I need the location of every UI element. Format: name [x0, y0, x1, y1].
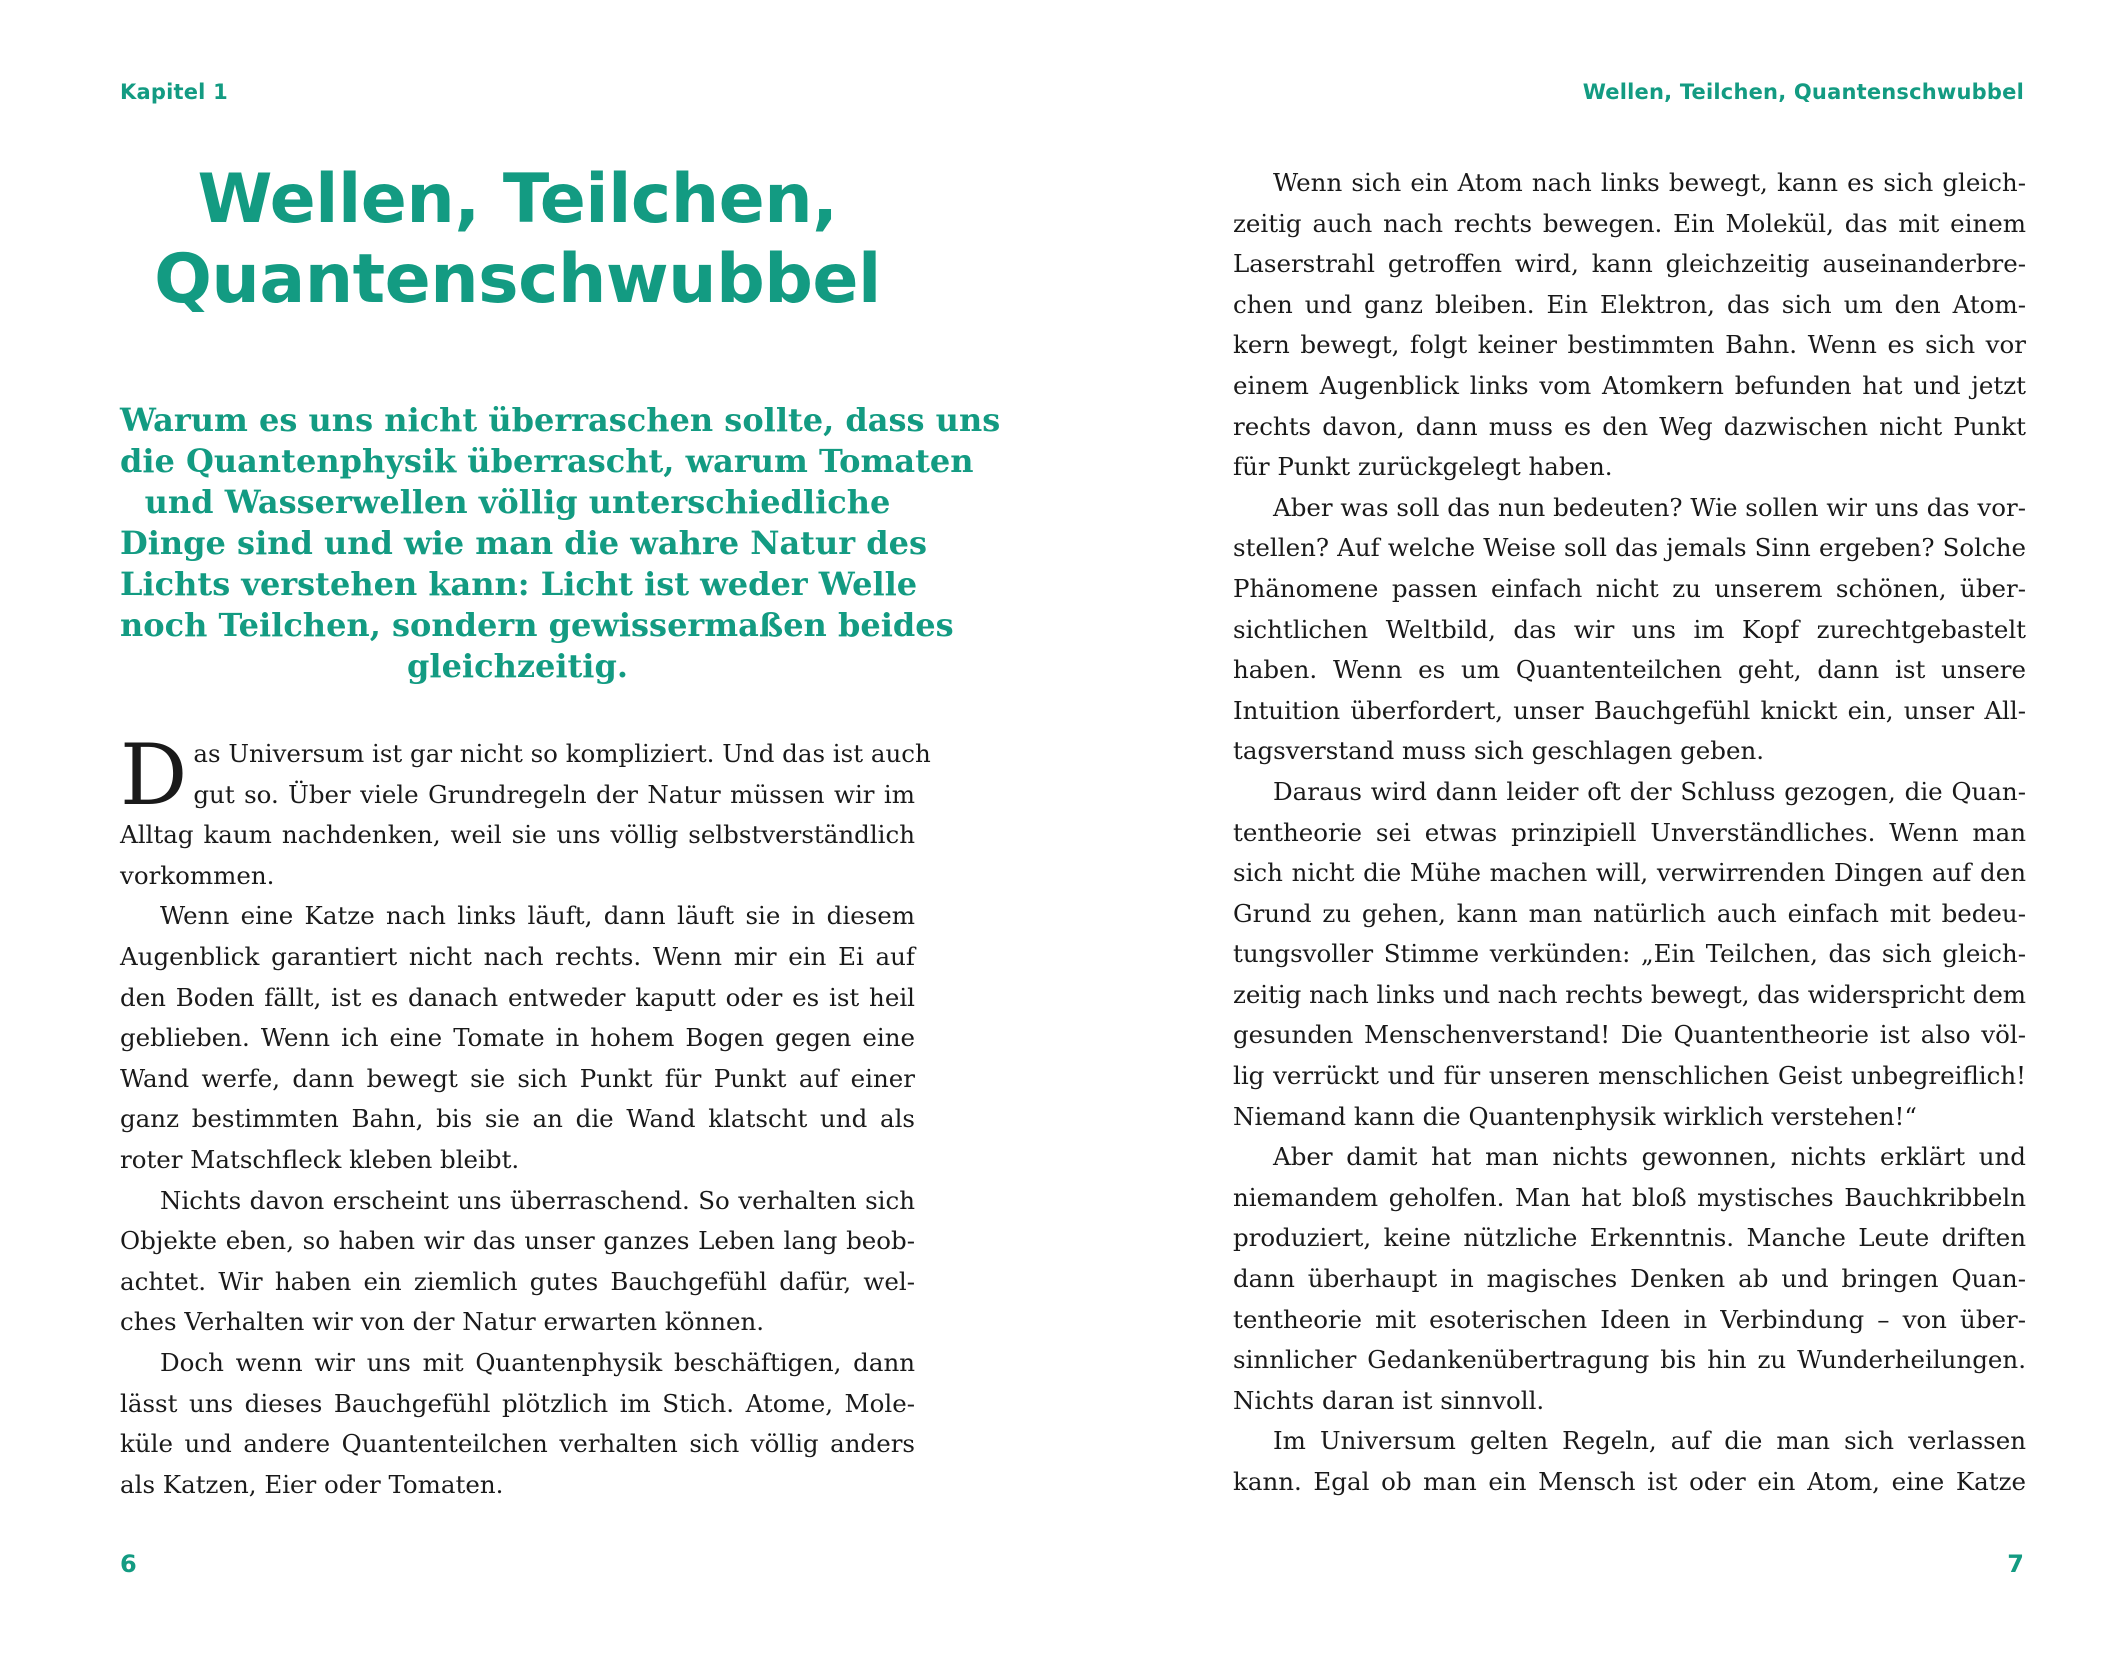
- text-line: für Punkt zurückgelegt haben.: [1233, 452, 1613, 482]
- text-line: küle und andere Quantenteilchen verhalten sich völlig anders: [120, 1429, 915, 1459]
- text-line: sich nicht die Mühe machen will, verwirrenden Dingen auf den: [1233, 858, 2026, 888]
- running-head-left: Kapitel 1: [120, 80, 228, 104]
- text-line: produziert, keine nützliche Erkenntnis. Manche Leute driften: [1233, 1223, 2026, 1253]
- text-line: kern bewegt, folgt keiner bestimmten Bahn. Wenn es sich vor: [1233, 330, 2026, 360]
- chapter-title: [120, 160, 915, 320]
- lead-line: Dinge sind und wie man die wahre Natur des: [120, 524, 927, 562]
- text-line: gesunden Menschenverstand! Die Quantentheorie ist also völ-: [1233, 1020, 2026, 1050]
- lead-line: gleichzeitig.: [407, 647, 628, 685]
- text-line: tentheorie sei etwas prinzipiell Unverständliches. Wenn man: [1233, 817, 2026, 847]
- lead-line: noch Teilchen, sondern gewissermaßen beides: [120, 606, 954, 644]
- text-line: den Boden fällt, ist es danach entweder kaputt oder es ist heil: [120, 982, 915, 1012]
- text-line: dann überhaupt in magisches Denken ab und bringen Quan-: [1233, 1264, 2026, 1294]
- text-line: ganz bestimmten Bahn, bis sie an die Wand klatscht und als: [120, 1104, 915, 1134]
- text-line: chen und ganz bleiben. Ein Elektron, das sich um den Atom-: [1233, 289, 2026, 319]
- text-line: Grund zu gehen, kann man natürlich auch einfach mit bedeu-: [1233, 898, 2026, 928]
- lead-line: und Wasserwellen völlig unterschiedliche: [144, 483, 891, 521]
- text-line: Phänomene passen einfach nicht zu unserem schönen, über-: [1233, 573, 2026, 603]
- running-head-right: Wellen, Teilchen, Quantenschwubbel: [1582, 80, 2024, 104]
- text-line: roter Matschfleck kleben bleibt.: [120, 1144, 520, 1174]
- body-text-right: [1233, 163, 2026, 1503]
- text-line: Doch wenn wir uns mit Quantenphysik beschäftigen, dann: [160, 1347, 915, 1377]
- lead-line: die Quantenphysik überrascht, warum Tomaten: [120, 442, 974, 480]
- chapter-title-line: Quantenschwubbel: [154, 240, 881, 319]
- text-line: sichtlichen Weltbild, das wir uns im Kopf zurechtgebastelt: [1233, 614, 2026, 644]
- right-page: [1063, 0, 2126, 1654]
- text-line: zeitig auch nach rechts bewegen. Ein Molekül, das mit einem: [1233, 208, 2026, 238]
- text-line: ches Verhalten wir von der Natur erwarten können.: [120, 1307, 765, 1337]
- text-line: als Katzen, Eier oder Tomaten.: [120, 1469, 504, 1499]
- text-line: gut so. Über viele Grundregeln der Natur müssen wir im: [193, 779, 915, 809]
- drop-cap: D: [120, 726, 188, 824]
- body-text-left: [120, 726, 931, 1505]
- text-line: Wenn eine Katze nach links läuft, dann läuft sie in diesem: [160, 901, 915, 931]
- text-line: niemandem geholfen. Man hat bloß mystisches Bauchkribbeln: [1233, 1182, 2026, 1212]
- text-line: Nichts davon erscheint uns überraschend. So verhalten sich: [160, 1185, 915, 1215]
- text-line: rechts davon, dann muss es den Weg dazwischen nicht Punkt: [1233, 411, 2026, 441]
- text-line: Alltag kaum nachdenken, weil sie uns völlig selbstverständlich: [120, 820, 915, 850]
- text-line: tagsverstand muss sich geschlagen geben.: [1233, 736, 1765, 766]
- text-line: Wand werfe, dann bewegt sie sich Punkt für Punkt auf einer: [120, 1063, 915, 1093]
- lead-line: Lichts verstehen kann: Licht ist weder Welle: [120, 565, 918, 603]
- lead-line: Warum es uns nicht überraschen sollte, dass uns: [120, 401, 1001, 439]
- text-line: Niemand kann die Quantenphysik wirklich verstehen!“: [1233, 1101, 1917, 1131]
- text-line: Intuition überfordert, unser Bauchgefühl knickt ein, unser All-: [1233, 695, 2026, 725]
- text-line: Laserstrahl getroffen wird, kann gleichzeitig auseinanderbre-: [1233, 249, 2026, 279]
- text-line: lässt uns dieses Bauchgefühl plötzlich im Stich. Atome, Mole-: [120, 1388, 915, 1418]
- first-paragraph: [120, 726, 931, 824]
- text-line: tentheorie mit esoterischen Ideen in Verbindung – von über-: [1233, 1304, 2026, 1334]
- text-line: sinnlicher Gedankenübertragung bis hin zu Wunderheilungen.: [1233, 1345, 2026, 1375]
- text-line: Augenblick garantiert nicht nach rechts. Wenn mir ein Ei auf: [120, 941, 915, 971]
- text-line: Im Universum gelten Regeln, auf die man sich verlassen: [1273, 1426, 2026, 1456]
- text-line: as Universum ist gar nicht so kompliziert. Und das ist auch: [193, 739, 931, 768]
- text-line: tungsvoller Stimme verkünden: „Ein Teilchen, das sich gleich-: [1233, 939, 2026, 969]
- text-line: Aber was soll das nun bedeuten? Wie sollen wir uns das vor-: [1273, 492, 2026, 522]
- text-line: Objekte eben, so haben wir das unser ganzes Leben lang beob-: [120, 1226, 915, 1256]
- text-line: achtet. Wir haben ein ziemlich gutes Bauchgefühl dafür, wel-: [120, 1266, 915, 1296]
- page-number-right: 7: [2007, 1550, 2024, 1578]
- text-line: geblieben. Wenn ich eine Tomate in hohem Bogen gegen eine: [120, 1023, 915, 1053]
- text-line: Aber damit hat man nichts gewonnen, nichts erklärt und: [1273, 1142, 2026, 1172]
- text-line: stellen? Auf welche Weise soll das jemals Sinn ergeben? Solche: [1233, 533, 2026, 563]
- text-line: haben. Wenn es um Quantenteilchen geht, dann ist unsere: [1233, 655, 2026, 685]
- chapter-title-line: Wellen, Teilchen,: [197, 160, 838, 239]
- text-line: vorkommen.: [120, 860, 275, 890]
- text-line: kann. Egal ob man ein Mensch ist oder ein Atom, eine Katze: [1233, 1467, 2026, 1496]
- text-line: zeitig nach links und nach rechts bewegt, das widerspricht dem: [1233, 979, 2026, 1009]
- text-line: Nichts daran ist sinnvoll.: [1233, 1385, 1545, 1415]
- text-line: lig verrückt und für unseren menschlichen Geist unbegreiflich!: [1233, 1061, 2026, 1091]
- page-number-left: 6: [120, 1550, 137, 1578]
- text-line: Wenn sich ein Atom nach links bewegt, kann es sich gleich-: [1273, 168, 2026, 197]
- text-line: Daraus wird dann leider oft der Schluss gezogen, die Quan-: [1273, 776, 2026, 806]
- chapter-lead: [120, 400, 1001, 687]
- text-line: einem Augenblick links vom Atomkern befunden hat und jetzt: [1233, 370, 2026, 400]
